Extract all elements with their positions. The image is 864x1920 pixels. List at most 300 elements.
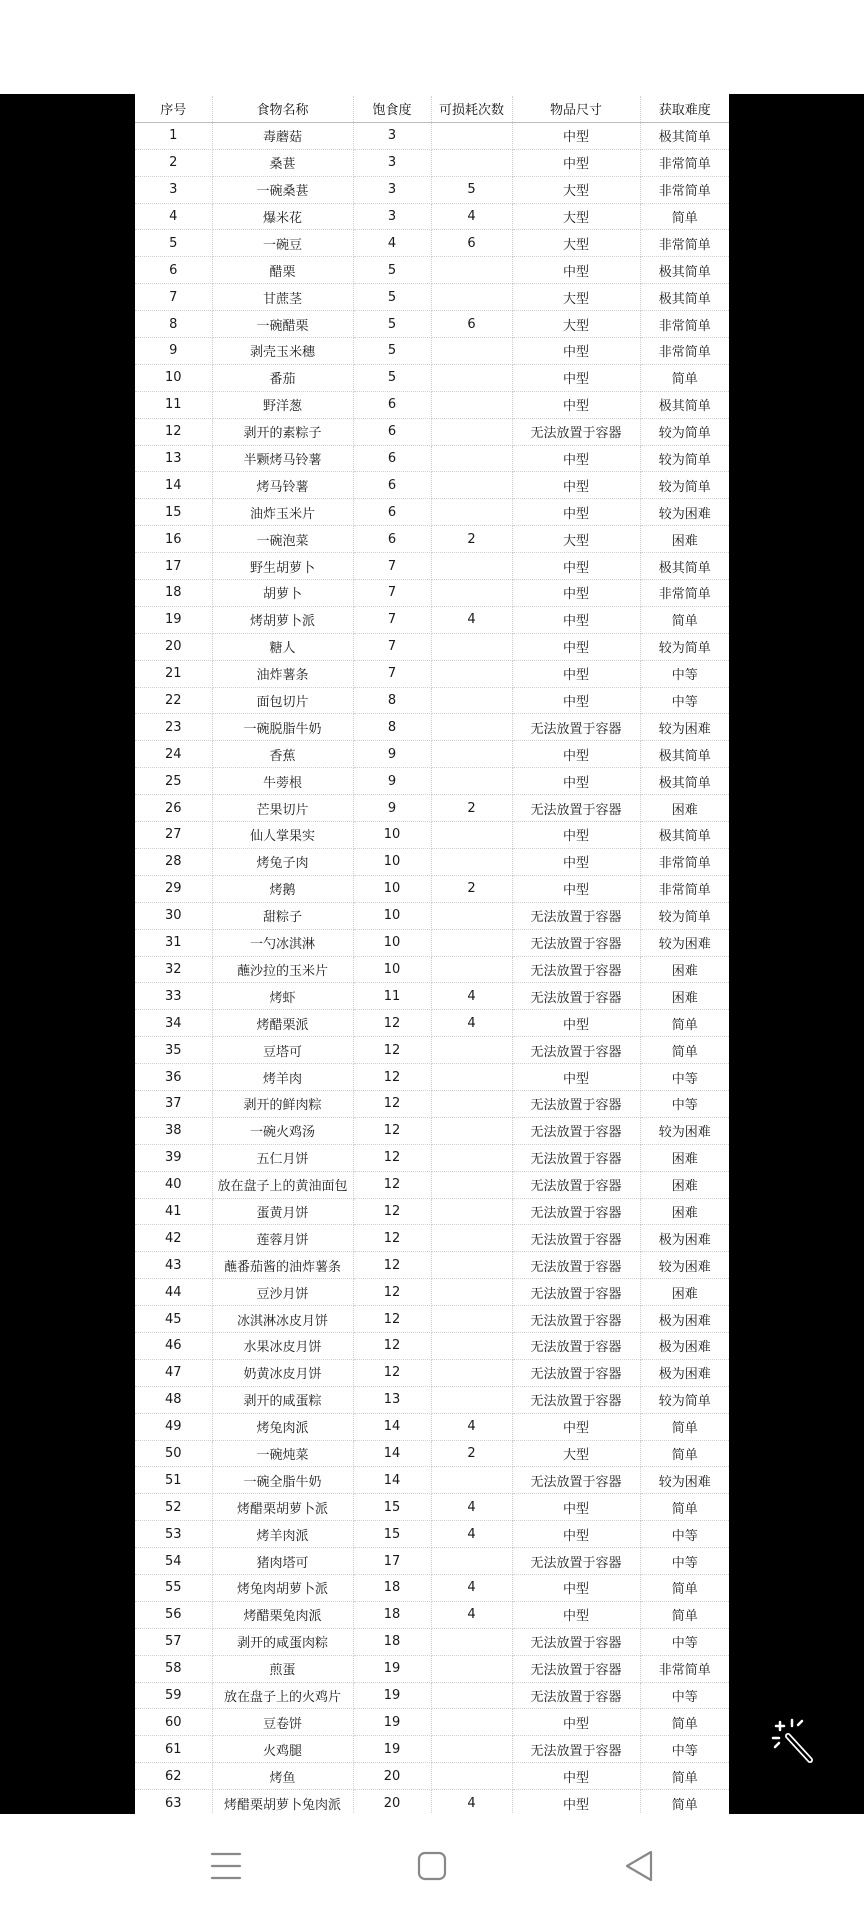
cell-index: 39	[135, 1144, 212, 1171]
cell-satiety: 12	[353, 1198, 431, 1225]
cell-index: 44	[135, 1279, 212, 1306]
cell-food-name: 烤羊肉派	[212, 1521, 353, 1548]
cell-satiety: 12	[353, 1252, 431, 1279]
cell-item-size: 中型	[512, 875, 640, 902]
cell-index: 21	[135, 660, 212, 687]
triangle-back-icon[interactable]	[614, 1840, 666, 1892]
cell-food-name: 烤醋栗胡萝卜派	[212, 1494, 353, 1521]
cell-item-size: 中型	[512, 1064, 640, 1091]
cell-difficulty: 简单	[640, 1037, 729, 1064]
table-row	[135, 1306, 729, 1333]
cell-uses	[431, 1279, 512, 1306]
cell-uses	[431, 1198, 512, 1225]
cell-index: 63	[135, 1790, 212, 1817]
cell-item-size: 中型	[512, 1763, 640, 1790]
cell-item-size: 无法放置于容器	[512, 956, 640, 983]
cell-uses	[431, 1548, 512, 1575]
cell-satiety: 7	[353, 633, 431, 660]
cell-index: 4	[135, 203, 212, 230]
table-row	[135, 1279, 729, 1306]
cell-uses	[431, 1709, 512, 1736]
cell-food-name: 胡萝卜	[212, 580, 353, 607]
table-row	[135, 768, 729, 795]
table-row	[135, 311, 729, 338]
cell-item-size: 大型	[512, 284, 640, 311]
table-row	[135, 1521, 729, 1548]
table-row	[135, 1198, 729, 1225]
cell-satiety: 5	[353, 364, 431, 391]
cell-uses: 4	[431, 1601, 512, 1628]
cell-satiety: 3	[353, 176, 431, 203]
cell-index: 14	[135, 472, 212, 499]
cell-item-size: 大型	[512, 203, 640, 230]
cell-index: 35	[135, 1037, 212, 1064]
cell-satiety: 6	[353, 418, 431, 445]
cell-difficulty: 中等	[640, 1090, 729, 1117]
table-body	[135, 122, 729, 1870]
cell-food-name: 烤醋栗派	[212, 1010, 353, 1037]
cell-index: 7	[135, 284, 212, 311]
cell-food-name: 一碗火鸡汤	[212, 1117, 353, 1144]
cell-food-name: 烤鹅	[212, 875, 353, 902]
cell-difficulty: 中等	[640, 660, 729, 687]
cell-uses	[431, 848, 512, 875]
header-difficulty: 获取难度	[640, 96, 729, 122]
cell-satiety: 18	[353, 1601, 431, 1628]
cell-item-size: 中型	[512, 338, 640, 365]
cell-item-size: 中型	[512, 122, 640, 149]
cell-difficulty: 非常简单	[640, 875, 729, 902]
cell-item-size: 无法放置于容器	[512, 1225, 640, 1252]
cell-difficulty: 非常简单	[640, 311, 729, 338]
cell-uses	[431, 1467, 512, 1494]
cell-food-name: 煎蛋	[212, 1655, 353, 1682]
cell-food-name: 一碗泡菜	[212, 526, 353, 553]
cell-index: 62	[135, 1763, 212, 1790]
cell-food-name: 甜粽子	[212, 902, 353, 929]
cell-uses	[431, 1386, 512, 1413]
cell-food-name: 五仁月饼	[212, 1144, 353, 1171]
cell-satiety: 3	[353, 203, 431, 230]
cell-satiety: 4	[353, 230, 431, 257]
cell-difficulty: 非常简单	[640, 176, 729, 203]
table-header-row	[135, 96, 729, 122]
cell-satiety: 5	[353, 311, 431, 338]
cell-difficulty: 极为困难	[640, 1332, 729, 1359]
cell-index: 22	[135, 687, 212, 714]
cell-difficulty: 较为简单	[640, 472, 729, 499]
cell-uses	[431, 122, 512, 149]
cell-satiety: 6	[353, 445, 431, 472]
cell-difficulty: 困难	[640, 983, 729, 1010]
cell-index: 31	[135, 929, 212, 956]
cell-uses: 4	[431, 1413, 512, 1440]
cell-item-size: 无法放置于容器	[512, 1628, 640, 1655]
cell-satiety: 12	[353, 1332, 431, 1359]
cell-difficulty: 较为简单	[640, 445, 729, 472]
cell-index: 15	[135, 499, 212, 526]
cell-satiety: 8	[353, 687, 431, 714]
cell-uses: 4	[431, 1574, 512, 1601]
cell-food-name: 放在盘子上的黄油面包	[212, 1171, 353, 1198]
cell-index: 23	[135, 714, 212, 741]
cell-uses	[431, 338, 512, 365]
cell-satiety: 19	[353, 1655, 431, 1682]
food-table	[135, 96, 729, 1871]
table-row	[135, 1252, 729, 1279]
cell-satiety: 12	[353, 1171, 431, 1198]
cell-index: 48	[135, 1386, 212, 1413]
cell-index: 54	[135, 1548, 212, 1575]
cell-difficulty: 较为困难	[640, 714, 729, 741]
cell-uses	[431, 1090, 512, 1117]
table-row	[135, 580, 729, 607]
cell-difficulty: 简单	[640, 1440, 729, 1467]
cell-food-name: 剥开的鲜肉粽	[212, 1090, 353, 1117]
table-row	[135, 795, 729, 822]
cell-uses	[431, 499, 512, 526]
table-row	[135, 472, 729, 499]
cell-satiety: 12	[353, 1117, 431, 1144]
cell-food-name: 豆卷饼	[212, 1709, 353, 1736]
cell-item-size: 中型	[512, 257, 640, 284]
cell-difficulty: 非常简单	[640, 338, 729, 365]
cell-satiety: 17	[353, 1548, 431, 1575]
cell-satiety: 12	[353, 1225, 431, 1252]
table-row	[135, 553, 729, 580]
cell-uses	[431, 1064, 512, 1091]
cell-food-name: 烤羊肉	[212, 1064, 353, 1091]
cell-item-size: 大型	[512, 311, 640, 338]
cell-food-name: 野洋葱	[212, 391, 353, 418]
cell-uses: 4	[431, 983, 512, 1010]
table-row	[135, 1574, 729, 1601]
table-row	[135, 176, 729, 203]
cell-item-size: 中型	[512, 580, 640, 607]
table-row	[135, 499, 729, 526]
cell-item-size: 中型	[512, 1709, 640, 1736]
header-uses: 可损耗次数	[431, 96, 512, 122]
cell-uses: 2	[431, 526, 512, 553]
cell-index: 13	[135, 445, 212, 472]
cell-item-size: 无法放置于容器	[512, 714, 640, 741]
table-row	[135, 1763, 729, 1790]
cell-satiety: 12	[353, 1037, 431, 1064]
cell-item-size: 大型	[512, 526, 640, 553]
table-row	[135, 1225, 729, 1252]
cell-difficulty: 中等	[640, 1682, 729, 1709]
cell-satiety: 20	[353, 1763, 431, 1790]
table-row	[135, 1332, 729, 1359]
cell-satiety: 14	[353, 1440, 431, 1467]
cell-uses	[431, 445, 512, 472]
table-row	[135, 391, 729, 418]
cell-satiety: 14	[353, 1413, 431, 1440]
cell-satiety: 14	[353, 1467, 431, 1494]
cell-uses	[431, 633, 512, 660]
cell-satiety: 6	[353, 472, 431, 499]
cell-uses	[431, 1306, 512, 1333]
table-row	[135, 1386, 729, 1413]
cell-difficulty: 较为简单	[640, 418, 729, 445]
cell-food-name: 一碗醋栗	[212, 311, 353, 338]
cell-uses	[431, 1117, 512, 1144]
cell-uses	[431, 1252, 512, 1279]
cell-food-name: 冰淇淋冰皮月饼	[212, 1306, 353, 1333]
table-row	[135, 149, 729, 176]
cell-item-size: 无法放置于容器	[512, 1736, 640, 1763]
cell-difficulty: 简单	[640, 1010, 729, 1037]
table-row	[135, 122, 729, 149]
cell-difficulty: 非常简单	[640, 580, 729, 607]
cell-uses	[431, 714, 512, 741]
rounded-square-icon[interactable]	[406, 1840, 458, 1892]
cell-difficulty: 简单	[640, 1790, 729, 1817]
cell-item-size: 中型	[512, 822, 640, 849]
cell-index: 12	[135, 418, 212, 445]
cell-uses: 2	[431, 795, 512, 822]
cell-food-name: 烤马铃薯	[212, 472, 353, 499]
cell-difficulty: 非常简单	[640, 848, 729, 875]
cell-food-name: 番茄	[212, 364, 353, 391]
cell-item-size: 无法放置于容器	[512, 1359, 640, 1386]
cell-uses	[431, 257, 512, 284]
cell-satiety: 10	[353, 929, 431, 956]
table-row	[135, 1171, 729, 1198]
cell-difficulty: 极为困难	[640, 1306, 729, 1333]
cell-food-name: 烤虾	[212, 983, 353, 1010]
cell-item-size: 中型	[512, 1790, 640, 1817]
cell-uses: 4	[431, 1010, 512, 1037]
cell-item-size: 中型	[512, 472, 640, 499]
cell-satiety: 9	[353, 795, 431, 822]
cell-uses	[431, 768, 512, 795]
table-row	[135, 445, 729, 472]
table-row	[135, 1064, 729, 1091]
table-row	[135, 660, 729, 687]
cell-food-name: 剥开的咸蛋粽	[212, 1386, 353, 1413]
cell-item-size: 中型	[512, 149, 640, 176]
table-row	[135, 902, 729, 929]
cell-food-name: 剥开的素粽子	[212, 418, 353, 445]
cell-food-name: 豆塔可	[212, 1037, 353, 1064]
cell-satiety: 5	[353, 338, 431, 365]
cell-index: 36	[135, 1064, 212, 1091]
cell-item-size: 无法放置于容器	[512, 795, 640, 822]
cell-difficulty: 较为困难	[640, 1252, 729, 1279]
table-row	[135, 1709, 729, 1736]
cell-satiety: 12	[353, 1144, 431, 1171]
cell-food-name: 烤兔肉胡萝卜派	[212, 1574, 353, 1601]
cell-satiety: 20	[353, 1790, 431, 1817]
cell-food-name: 剥开的咸蛋肉粽	[212, 1628, 353, 1655]
cell-uses: 4	[431, 1521, 512, 1548]
table-row	[135, 1037, 729, 1064]
table-row	[135, 1413, 729, 1440]
cell-item-size: 中型	[512, 687, 640, 714]
table-row	[135, 875, 729, 902]
cell-difficulty: 极为困难	[640, 1359, 729, 1386]
table-row	[135, 633, 729, 660]
header-food-name: 食物名称	[212, 96, 353, 122]
cell-item-size: 无法放置于容器	[512, 1171, 640, 1198]
table-row	[135, 364, 729, 391]
cell-index: 49	[135, 1413, 212, 1440]
cell-difficulty: 极其简单	[640, 257, 729, 284]
cell-item-size: 无法放置于容器	[512, 418, 640, 445]
cell-food-name: 牛蒡根	[212, 768, 353, 795]
cell-food-name: 一碗桑葚	[212, 176, 353, 203]
cell-index: 8	[135, 311, 212, 338]
cell-satiety: 5	[353, 284, 431, 311]
cell-index: 2	[135, 149, 212, 176]
cell-uses: 2	[431, 1440, 512, 1467]
cell-food-name: 放在盘子上的火鸡片	[212, 1682, 353, 1709]
cell-food-name: 火鸡腿	[212, 1736, 353, 1763]
cell-difficulty: 极其简单	[640, 391, 729, 418]
cell-food-name: 仙人掌果实	[212, 822, 353, 849]
table-row	[135, 1010, 729, 1037]
cell-satiety: 7	[353, 553, 431, 580]
cell-item-size: 无法放置于容器	[512, 1090, 640, 1117]
cell-food-name: 豆沙月饼	[212, 1279, 353, 1306]
cell-index: 11	[135, 391, 212, 418]
cell-difficulty: 困难	[640, 1171, 729, 1198]
cell-satiety: 5	[353, 257, 431, 284]
cell-item-size: 中型	[512, 1574, 640, 1601]
cell-food-name: 香蕉	[212, 741, 353, 768]
cell-difficulty: 极其简单	[640, 822, 729, 849]
cell-index: 53	[135, 1521, 212, 1548]
table-row	[135, 1359, 729, 1386]
table-row	[135, 1790, 729, 1817]
cell-index: 37	[135, 1090, 212, 1117]
cell-uses	[431, 580, 512, 607]
cell-food-name: 一碗豆	[212, 230, 353, 257]
cell-difficulty: 中等	[640, 1736, 729, 1763]
cell-item-size: 中型	[512, 741, 640, 768]
cell-satiety: 6	[353, 391, 431, 418]
cell-uses	[431, 284, 512, 311]
cell-food-name: 烤兔子肉	[212, 848, 353, 875]
cell-item-size: 无法放置于容器	[512, 1332, 640, 1359]
header-index: 序号	[135, 96, 212, 122]
cell-item-size: 无法放置于容器	[512, 983, 640, 1010]
table-row	[135, 230, 729, 257]
cell-food-name: 烤胡萝卜派	[212, 606, 353, 633]
system-navigation-bar	[0, 1814, 864, 1920]
cell-item-size: 无法放置于容器	[512, 1655, 640, 1682]
image-viewer[interactable]	[0, 94, 864, 1814]
cell-uses: 6	[431, 230, 512, 257]
cell-index: 18	[135, 580, 212, 607]
cell-difficulty: 较为困难	[640, 1117, 729, 1144]
cell-index: 40	[135, 1171, 212, 1198]
cell-satiety: 12	[353, 1090, 431, 1117]
cell-difficulty: 中等	[640, 1628, 729, 1655]
cell-item-size: 无法放置于容器	[512, 929, 640, 956]
cell-food-name: 烤醋栗胡萝卜兔肉派	[212, 1790, 353, 1817]
cell-index: 46	[135, 1332, 212, 1359]
cell-index: 38	[135, 1117, 212, 1144]
cell-item-size: 无法放置于容器	[512, 1682, 640, 1709]
cell-difficulty: 困难	[640, 795, 729, 822]
cell-difficulty: 极为困难	[640, 1225, 729, 1252]
cell-item-size: 大型	[512, 230, 640, 257]
cell-food-name: 面包切片	[212, 687, 353, 714]
table-row	[135, 1682, 729, 1709]
cell-item-size: 中型	[512, 660, 640, 687]
table-row	[135, 1117, 729, 1144]
cell-index: 24	[135, 741, 212, 768]
table-row	[135, 822, 729, 849]
cell-index: 30	[135, 902, 212, 929]
cell-index: 41	[135, 1198, 212, 1225]
magic-wand-icon[interactable]	[768, 1714, 822, 1768]
cell-uses: 4	[431, 606, 512, 633]
table-row	[135, 203, 729, 230]
cell-food-name: 剥壳玉米穗	[212, 338, 353, 365]
cell-index: 32	[135, 956, 212, 983]
cell-satiety: 12	[353, 1064, 431, 1091]
cell-uses	[431, 929, 512, 956]
cell-index: 20	[135, 633, 212, 660]
cell-difficulty: 极其简单	[640, 741, 729, 768]
cell-index: 9	[135, 338, 212, 365]
table-row	[135, 1655, 729, 1682]
cell-index: 43	[135, 1252, 212, 1279]
cell-item-size: 无法放置于容器	[512, 1279, 640, 1306]
cell-index: 10	[135, 364, 212, 391]
cell-index: 29	[135, 875, 212, 902]
cell-satiety: 12	[353, 1279, 431, 1306]
cell-uses	[431, 902, 512, 929]
cell-difficulty: 较为困难	[640, 499, 729, 526]
table-row	[135, 687, 729, 714]
cell-satiety: 7	[353, 580, 431, 607]
cell-food-name: 芒果切片	[212, 795, 353, 822]
cell-item-size: 中型	[512, 364, 640, 391]
cell-food-name: 一碗炖菜	[212, 1440, 353, 1467]
cell-difficulty: 非常简单	[640, 1655, 729, 1682]
cell-food-name: 半颗烤马铃薯	[212, 445, 353, 472]
cell-item-size: 无法放置于容器	[512, 1037, 640, 1064]
cell-uses	[431, 364, 512, 391]
table-row	[135, 1628, 729, 1655]
cell-difficulty: 困难	[640, 956, 729, 983]
cell-uses	[431, 1171, 512, 1198]
cell-uses	[431, 1225, 512, 1252]
menu-lines-icon[interactable]	[200, 1840, 252, 1892]
cell-difficulty: 极其简单	[640, 768, 729, 795]
table-row	[135, 257, 729, 284]
cell-index: 6	[135, 257, 212, 284]
cell-satiety: 7	[353, 660, 431, 687]
cell-satiety: 6	[353, 526, 431, 553]
table-row	[135, 956, 729, 983]
cell-satiety: 10	[353, 848, 431, 875]
cell-uses	[431, 149, 512, 176]
cell-index: 5	[135, 230, 212, 257]
cell-index: 33	[135, 983, 212, 1010]
cell-satiety: 19	[353, 1736, 431, 1763]
table-row	[135, 1736, 729, 1763]
cell-difficulty: 简单	[640, 1601, 729, 1628]
cell-food-name: 桑葚	[212, 149, 353, 176]
cell-item-size: 无法放置于容器	[512, 1467, 640, 1494]
cell-item-size: 大型	[512, 176, 640, 203]
cell-index: 52	[135, 1494, 212, 1521]
